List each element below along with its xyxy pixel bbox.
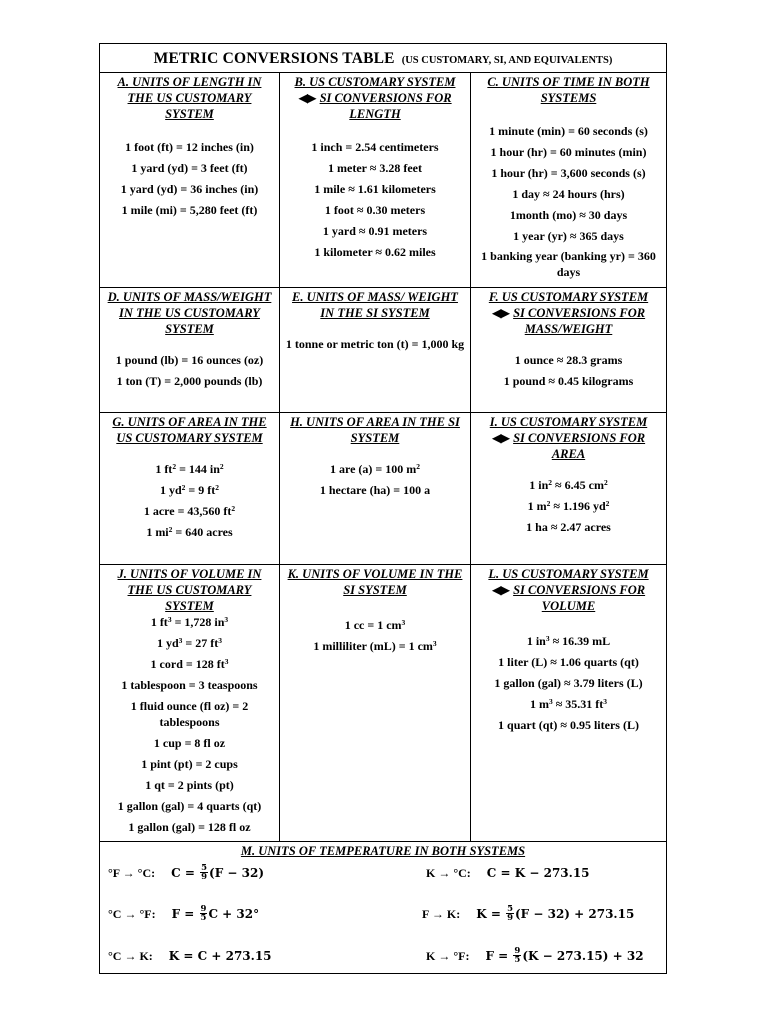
conversion-item: 1 banking year (banking yr) = 360 days [481,249,656,279]
conversion-item: 1 inch = 2.54 centimeters [311,140,439,154]
section-a [100,73,279,218]
section-heading-top: B. US CUSTOMARY SYSTEM [294,75,456,89]
conversion-item: 1 foot ≈ 0.30 meters [324,203,426,217]
section-heading-top: L. US CUSTOMARY SYSTEM [488,567,649,581]
section-heading: J. UNITS OF VOLUME IN THE US CUSTOMARY SYSTEM [117,567,262,613]
conversion-item: 1 pint (pt) = 2 cups [141,757,238,771]
section-heading-bottom: SI CONVERSIONS FOR LENGTH [319,91,452,121]
conversion-item: 1 hour (hr) = 3,600 seconds (s) [491,166,646,180]
section-i [471,413,666,535]
formula-k-to-c: K → °C: C = K − 273.15 [426,866,590,880]
conversion-item: 1 cc = 1 $cm^3$ [344,618,406,632]
conversion-item: 1 $in^3 \approx 16.39$ mL [526,634,611,648]
conversion-item: 1 qt = 2 pints (pt) [145,778,234,792]
conversion-item: 1 day ≈ 24 hours (hrs) [512,187,625,201]
section-j [100,565,279,835]
conversion-item: 1 $mi^2 = 640$ acres [146,525,233,539]
conversion-item: 1 tonne or metric ton (t) = 1,000 kg [285,337,465,351]
conversion-item: 1 hour (hr) = 60 minutes (min) [490,145,647,159]
section-heading: E. UNITS OF MASS/ WEIGHT IN THE SI SYSTEM [292,290,458,320]
conversion-item: 1 $m^3 \approx 35.31$ $ft^3$ [529,697,608,711]
conversion-item: 1 year (yr) ≈ 365 days [513,229,624,243]
conversion-item: 1 yard (yd) = 36 inches (in) [120,182,259,196]
conversion-item: 1 milliliter (mL) = 1 $cm^3$ [313,639,437,653]
section-heading: H. UNITS OF AREA IN THE SI SYSTEM [290,415,460,445]
section-heading: C. UNITS OF TIME IN BOTH SYSTEMS [487,75,650,105]
conversion-item: 1 mile ≈ 1.61 kilometers [314,182,436,196]
conversion-item: 1 gallon (gal) = 128 fl oz [128,820,251,834]
section-heading: D. UNITS OF MASS/WEIGHT IN THE US CUSTOMARY SYSTEM [107,290,272,336]
section-f [471,288,666,389]
formula-c-to-k: °C → K: K = C + 273.15 [108,949,272,963]
conversion-item: 1 yard ≈ 0.91 meters [322,224,428,238]
conversion-item: 1 gallon (gal) = 4 quarts (qt) [117,799,262,813]
double-arrow-icon: ◀▶ [491,583,510,597]
formula-k-to-f: K → °F: F = $\frac{9}{5}$ (K − 273.15) + 32 [426,946,644,965]
conversion-item: 1 tablespoon = 3 teaspoons [121,678,258,692]
conversion-table [99,43,667,974]
section-heading-bottom: SI CONVERSIONS FOR MASS/WEIGHT [513,306,646,336]
conversion-item: 1 hectare (ha) = 100 a [319,483,431,497]
conversion-item: 1 yard (yd) = 3 feet (ft) [131,161,248,175]
section-heading [475,414,662,462]
conversion-item: 1 ounce ≈ 28.3 grams [514,353,623,367]
section-g [100,413,279,540]
conversion-item: 1 liter (L) ≈ 1.06 quarts (qt) [498,655,639,669]
section-c [471,73,666,280]
double-arrow-icon: ◀▶ [491,431,510,445]
section-heading-bottom: SI CONVERSIONS FOR VOLUME [513,583,646,613]
section-l [471,565,666,733]
section-m [100,842,666,973]
section-h [280,413,470,498]
conversion-item: 1 pound (lb) = 16 ounces (oz) [115,353,264,367]
conversion-item: 1month (mo) ≈ 30 days [509,208,628,222]
double-arrow-icon: ◀▶ [491,306,510,320]
conversion-item: 1 pound ≈ 0.45 kilograms [503,374,634,388]
conversion-item: 1 cord = 128 $ft^3$ [150,657,229,671]
conversion-item: 1 acre = 43,560 $ft^2$ [143,504,236,518]
section-heading-top: F. US CUSTOMARY SYSTEM [488,290,649,304]
table-title [100,44,666,72]
section-d [100,288,279,389]
conversion-item: 1 fluid ounce (fl oz) = 2 tablespoons [130,699,249,729]
conversion-item: 1 minute (min) = 60 seconds (s) [489,124,648,138]
section-heading: A. UNITS OF LENGTH IN THE US CUSTOMARY SYSTEM [117,75,262,121]
conversion-item: 1 $m^2 \approx 1.196$ $yd^2$ [527,499,610,513]
title-subtitle: (US CUSTOMARY, SI, AND EQUIVALENTS) [401,55,613,66]
conversion-item: 1 meter ≈ 3.28 feet [328,161,422,175]
formula-c-to-f: °C → °F: F = $\frac{9}{5}$ C + 32° [108,904,260,923]
conversion-item: 1 kilometer ≈ 0.62 miles [314,245,436,259]
double-arrow-icon: ◀▶ [298,91,316,105]
conversion-item: 1 mile (mi) = 5,280 feet (ft) [121,203,258,217]
conversion-item: 1 are (a) = 100 $m^2$ [329,462,420,476]
conversion-item: 1 $yd^2 = 9$ $ft^2$ [159,483,220,497]
section-heading-top: I. US CUSTOMARY SYSTEM [489,415,648,429]
section-e [280,288,470,352]
conversion-item: 1 $ft^2 = 144$ $in^2$ [155,462,224,476]
section-b [280,73,470,260]
formula-f-to-c: °F → °C: C = $\frac{5}{9}$ (F − 32) [108,863,265,882]
section-heading: G. UNITS OF AREA IN THE US CUSTOMARY SYSTEM [112,415,267,445]
conversion-item: 1 $yd^3 = 27$ $ft^3$ [156,636,223,650]
section-heading [475,566,662,614]
section-heading [475,289,662,337]
conversion-item: 1 gallon (gal) ≈ 3.79 liters (L) [494,676,643,690]
section-heading: K. UNITS OF VOLUME IN THE SI SYSTEM [287,567,463,597]
conversion-item: 1 ha ≈ 2.47 acres [526,520,611,534]
section-heading-bottom: SI CONVERSIONS FOR AREA [513,431,646,461]
conversion-item: 1 $in^2 \approx 6.45$ $cm^2$ [529,478,608,492]
formula-f-to-k: F → K: K = $\frac{5}{9}$ (F − 32) + 273.15 [422,904,635,923]
section-k [280,565,470,654]
conversion-item: 1 $ft^3 = 1,728$ $in^3$ [150,615,229,629]
section-heading: M. UNITS OF TEMPERATURE IN BOTH SYSTEMS [240,844,526,858]
title-main: METRIC CONVERSIONS TABLE [153,50,395,67]
conversion-item: 1 cup = 8 fl oz [153,736,226,750]
conversion-item: 1 foot (ft) = 12 inches (in) [125,140,254,154]
conversion-item: 1 ton (T) = 2,000 pounds (lb) [116,374,263,388]
conversion-item: 1 quart (qt) ≈ 0.95 liters (L) [498,718,639,732]
section-heading [284,74,466,122]
